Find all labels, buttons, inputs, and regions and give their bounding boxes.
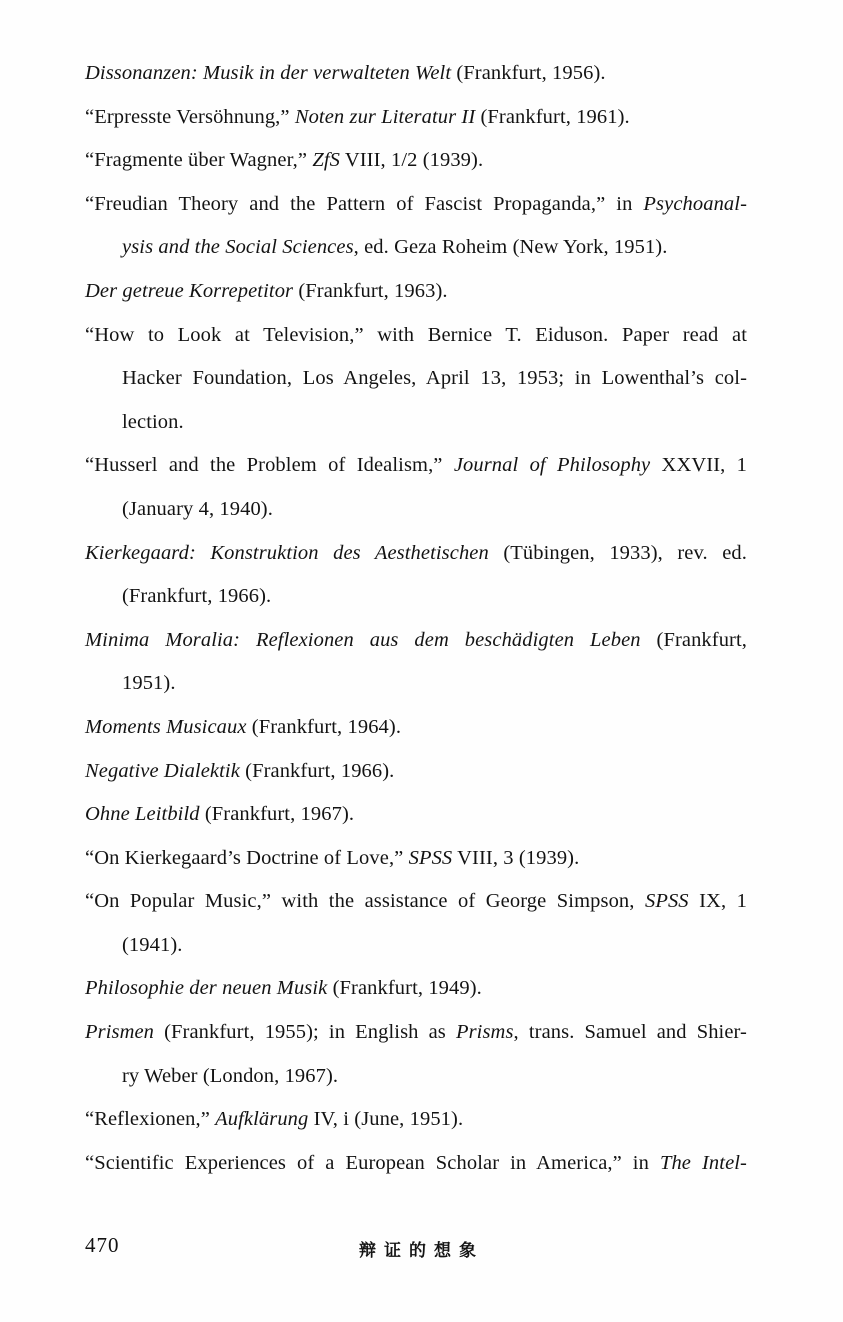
text-segment: (Frankfurt, 1967). bbox=[199, 803, 355, 826]
bibliography-line bbox=[85, 314, 747, 358]
bibliography-entry bbox=[85, 619, 747, 706]
work-title-segment: ZfS bbox=[312, 149, 340, 172]
bibliography-entry bbox=[85, 444, 747, 531]
bibliography-entry bbox=[85, 967, 747, 1011]
work-title-segment: Minima Moralia: Reflexionen aus dem beschädigten Leben bbox=[85, 628, 641, 651]
bibliography-entry bbox=[85, 837, 747, 881]
bibliography-list bbox=[85, 52, 747, 1185]
text-segment: (Frankfurt, 1963). bbox=[293, 279, 448, 302]
text-segment: IV, i (June, 1951). bbox=[308, 1108, 464, 1131]
bibliography-entry bbox=[85, 270, 747, 314]
text-segment: “Erpresste Versöhnung,” bbox=[85, 105, 295, 128]
bibliography-entry bbox=[85, 1098, 747, 1142]
bibliography-line bbox=[85, 139, 747, 183]
bibliography-line bbox=[85, 1142, 747, 1186]
work-title-segment: Journal of Philosophy bbox=[453, 454, 651, 477]
text-segment: , trans. Samuel and Shier- bbox=[513, 1021, 747, 1044]
text-segment: (Frankfurt, bbox=[640, 628, 747, 651]
bibliography-entry bbox=[85, 183, 747, 270]
bibliography-line bbox=[85, 226, 747, 270]
page-number: 470 bbox=[85, 1233, 120, 1257]
text-segment: (January 4, 1940). bbox=[122, 497, 273, 520]
bibliography-line bbox=[85, 837, 747, 881]
work-title-segment: Kierkegaard: Konstruktion des Aesthetischen bbox=[85, 541, 489, 564]
page-footer bbox=[0, 1233, 843, 1273]
text-segment: (Frankfurt, 1964). bbox=[246, 715, 402, 738]
bibliography-entry bbox=[85, 1011, 747, 1098]
text-segment: , ed. Geza Roheim (New York, 1951). bbox=[353, 236, 668, 259]
bibliography-line bbox=[85, 401, 747, 445]
work-title-segment: SPSS bbox=[408, 846, 453, 869]
text-segment: “Fragmente über Wagner,” bbox=[85, 149, 313, 172]
bibliography-entry bbox=[85, 532, 747, 619]
text-segment: “On Kierkegaard’s Doctrine of Love,” bbox=[85, 846, 409, 869]
text-segment: “Scientific Experiences of a European Scholar in America,” in bbox=[85, 1151, 660, 1174]
bibliography-entry bbox=[85, 96, 747, 140]
bibliography-line bbox=[85, 706, 747, 750]
bibliography-line bbox=[85, 52, 747, 96]
bibliography-entry bbox=[85, 793, 747, 837]
bibliography-line bbox=[85, 532, 747, 576]
bibliography-entry bbox=[85, 750, 747, 794]
text-segment: XXVII, 1 bbox=[650, 454, 747, 477]
work-title-segment: Philosophie der neuen Musik bbox=[85, 977, 328, 1000]
bibliography-entry bbox=[85, 1142, 747, 1186]
bibliography-entry bbox=[85, 52, 747, 96]
text-segment: IX, 1 bbox=[688, 890, 747, 913]
bibliography-line bbox=[85, 750, 747, 794]
work-title-segment: Noten zur Literatur II bbox=[294, 105, 476, 128]
text-segment: (1941). bbox=[122, 933, 183, 956]
bibliography-line bbox=[85, 1055, 747, 1099]
text-segment: (Frankfurt, 1961). bbox=[475, 105, 630, 128]
text-segment: (Frankfurt, 1966). bbox=[239, 759, 395, 782]
bibliography-line bbox=[85, 1098, 747, 1142]
text-segment: 1951). bbox=[122, 672, 176, 695]
bibliography-line bbox=[85, 924, 747, 968]
bibliography-line bbox=[85, 488, 747, 532]
text-segment: (Tübingen, 1933), rev. ed. bbox=[488, 541, 747, 564]
text-segment: (Frankfurt, 1949). bbox=[327, 977, 482, 1000]
text-segment: “Reflexionen,” bbox=[85, 1108, 216, 1131]
bibliography-line bbox=[85, 270, 747, 314]
text-segment: “On Popular Music,” with the assistance of George Simpson, bbox=[85, 890, 645, 913]
text-segment: (Frankfurt, 1955); in English as bbox=[154, 1021, 456, 1044]
work-title-segment: Negative Dialektik bbox=[85, 759, 240, 782]
bibliography-entry bbox=[85, 314, 747, 445]
bibliography-line bbox=[85, 444, 747, 488]
bibliography-line bbox=[85, 619, 747, 663]
bibliography-entry bbox=[85, 139, 747, 183]
text-segment: “Freudian Theory and the Pattern of Fascist Propaganda,” in bbox=[85, 192, 644, 215]
text-segment: (Frankfurt, 1956). bbox=[451, 62, 606, 84]
bibliography-line bbox=[85, 575, 747, 619]
text-segment: ry Weber (London, 1967). bbox=[122, 1064, 339, 1087]
bibliography-line bbox=[85, 793, 747, 837]
text-segment: lection. bbox=[122, 410, 184, 433]
work-title-segment: Ohne Leitbild bbox=[85, 803, 200, 826]
work-title-segment: Aufklärung bbox=[215, 1108, 309, 1131]
bibliography-line bbox=[85, 1011, 747, 1055]
bibliography-line bbox=[85, 96, 747, 140]
work-title-segment: Der getreue Korrepetitor bbox=[85, 279, 294, 302]
bibliography-entry bbox=[85, 706, 747, 750]
bibliography-line bbox=[85, 357, 747, 401]
work-title-segment: The Intel- bbox=[659, 1151, 747, 1174]
bibliography-line bbox=[85, 183, 747, 227]
text-segment: “How to Look at Television,” with Bernice T. Eiduson. Paper read at bbox=[85, 323, 747, 346]
running-title: 辩证的想象 bbox=[359, 1241, 484, 1260]
work-title-segment: ysis and the Social Sciences bbox=[122, 236, 354, 259]
work-title-segment: Prisms bbox=[455, 1021, 514, 1044]
bibliography-entry bbox=[85, 880, 747, 967]
work-title-segment: Moments Musicaux bbox=[85, 715, 247, 738]
work-title-segment: Dissonanzen: Musik in der verwalteten Welt bbox=[85, 62, 452, 84]
work-title-segment: Psychoanal- bbox=[643, 192, 747, 215]
work-title-segment: SPSS bbox=[644, 890, 689, 913]
bibliography-line bbox=[85, 967, 747, 1011]
text-segment: (Frankfurt, 1966). bbox=[122, 585, 272, 608]
text-segment: VIII, 3 (1939). bbox=[452, 846, 580, 869]
text-segment: “Husserl and the Problem of Idealism,” bbox=[85, 454, 454, 477]
text-segment: VIII, 1/2 (1939). bbox=[340, 149, 484, 172]
text-segment: Hacker Foundation, Los Angeles, April 13, 1953; in Lowenthal’s col- bbox=[122, 367, 747, 390]
bibliography-line bbox=[85, 662, 747, 706]
bibliography-line bbox=[85, 880, 747, 924]
work-title-segment: Prismen bbox=[85, 1021, 155, 1044]
